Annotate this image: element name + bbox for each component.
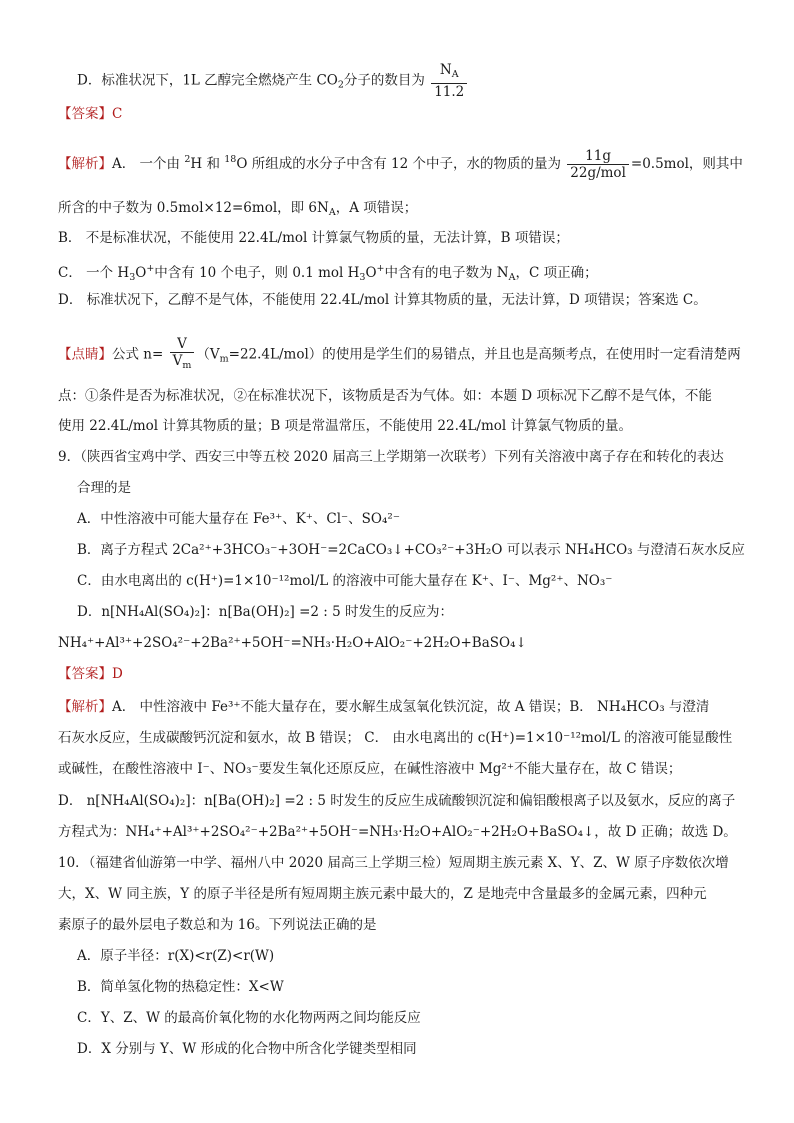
- q8-analysis-a: 【解析】A． 一个由 $^2$H 和 $^{18}$O 所组成的水分子中含有 12 个中子，水的物质的量为 $\frac{11g}{\text{22g/mol}}$ =0.5mol，则其中: [58, 148, 743, 181]
- q9-analysis-cont-1: 石灰水反应，生成碳酸钙沉淀和氨水，故 B 错误； C． 由水电离出的 c(H⁺)=1×10⁻¹²mol/L 的溶液可能显酸性: [58, 730, 733, 746]
- q10-option-d: D．X 分别与 Y、W 形成的化合物中所含化学键类型相同: [77, 1041, 417, 1057]
- q8-note-cont-2: 使用 22.4L/mol 计算其物质的量；B 项是常温常压，不能使用 22.4L/mol 计算氯气物质的量。: [58, 418, 633, 434]
- q10-option-b: B．简单氢化物的热稳定性：X<W: [77, 979, 284, 995]
- fraction: $\frac{N_A}{11.2}$: [431, 62, 467, 100]
- q9-stem: 9．（陕西省宝鸡中学、西安三中等五校 2020 届高三上学期第一次联考）下列有关溶液中离子存在和转化的表达: [58, 449, 724, 465]
- fraction: $\frac{V}{V_m}$: [170, 336, 195, 374]
- q9-analysis: 【解析】A． 中性溶液中 Fe³⁺不能大量存在，要水解生成氢氧化铁沉淀，故 A 错误；B． NH₄HCO₃ 与澄清: [58, 699, 710, 715]
- q8-note-cont-1: 点：①条件是否为标准状况，②在标准状况下，该物质是否为气体。如：本题 D 项标况下乙醇不是气体，不能: [58, 388, 712, 404]
- q9-analysis-cont-3: D． n[NH₄Al(SO₄)₂]：n[Ba(OH)₂] =2 : 5 时发生的反应生成硫酸钡沉淀和偏铝酸根离子以及氨水，反应的离子: [58, 793, 736, 809]
- q9-analysis-cont-4: 方程式为：NH₄⁺+Al³⁺+2SO₄²⁻+2Ba²⁺+5OH⁻=NH₃·H₂O+AlO₂⁻+2H₂O+BaSO₄↓，故 D 正确；故选 D。: [58, 824, 737, 840]
- q9-option-a: A．中性溶液中可能大量存在 Fe³⁺、K⁺、Cl⁻、SO₄²⁻: [77, 511, 400, 527]
- q9-stem-cont: 合理的是: [77, 480, 131, 496]
- q9-answer: 【答案】D: [58, 666, 123, 682]
- q9-analysis-cont-2: 或碱性，在酸性溶液中 I⁻、NO₃⁻要发生氧化还原反应，在碱性溶液中 Mg²⁺不能大量存在，故 C 错误；: [58, 761, 682, 777]
- q8-answer: 【答案】C: [58, 106, 123, 122]
- q8-analysis-b: B． 不是标准状况，不能使用 22.4L/mol 计算氯气物质的量，无法计算，B 项错误；: [58, 230, 569, 246]
- q10-stem: 10．（福建省仙游第一中学、福州八中 2020 届高三上学期三检）短周期主族元素 X、Y、Z、W 原子序数依次增: [58, 855, 729, 871]
- q8-analysis-c: C． 一个 $H_3O^+$中含有 10 个电子，则 0.1 mol $H_3O^+$中含有的电子数为 $N_A$，C 项正确；: [58, 263, 598, 283]
- q9-option-b: B．离子方程式 2Ca²⁺+3HCO₃⁻+3OH⁻=2CaCO₃↓+CO₃²⁻+3H₂O 可以表示 NH₄HCO₃ 与澄清石灰水反应: [77, 542, 745, 558]
- q9-option-d: D．n[NH₄Al(SO₄)₂]：n[Ba(OH)₂] =2 : 5 时发生的反应为：: [77, 604, 453, 620]
- q10-option-a: A．原子半径：r(X)<r(Z)<r(W): [77, 948, 275, 964]
- q10-option-c: C．Y、Z、W 的最高价氧化物的水化物两两之间均能反应: [77, 1010, 421, 1026]
- q8-analysis-a-cont: 所含的中子数为 0.5mol×12=6mol，即 $6N_A$，A 项错误；: [58, 200, 418, 218]
- q10-stem-cont-1: 大，X、W 同主族，Y 的原子半径是所有短周期主族元素中最大的，Z 是地壳中含量最多的金属元素，四种元: [58, 886, 707, 902]
- q10-stem-cont-2: 素原子的最外层电子数总和为 16。下列说法正确的是: [58, 917, 377, 933]
- q9-option-c: C．由水电离出的 c(H⁺)=1×10⁻¹²mol/L 的溶液中可能大量存在 K⁺、I⁻、Mg²⁺、NO₃⁻: [77, 573, 613, 589]
- q8-note: 【点睛】公式 n= $\frac{V}{V_m}$ $(V_m=22.4L/mol)$的使用是学生们的易错点，并且也是高频考点，在使用时一定看清楚两: [58, 336, 736, 374]
- q9-option-d-equation: NH₄⁺+Al³⁺+2SO₄²⁻+2Ba²⁺+5OH⁻=NH₃·H₂O+AlO₂⁻+2H₂O+BaSO₄↓: [58, 635, 527, 651]
- fraction: $\frac{11g}{\text{22g/mol}}$: [567, 148, 629, 181]
- q8-analysis-d: D． 标准状况下，乙醇不是气体，不能使用 22.4L/mol 计算其物质的量，无法计算，D 项错误；答案选 C。: [58, 292, 707, 308]
- q8-option-d: D．标准状况下，1L 乙醇完全燃烧产生 $CO_2$分子的数目为 $\frac{N_A}{11.2}$: [77, 62, 736, 100]
